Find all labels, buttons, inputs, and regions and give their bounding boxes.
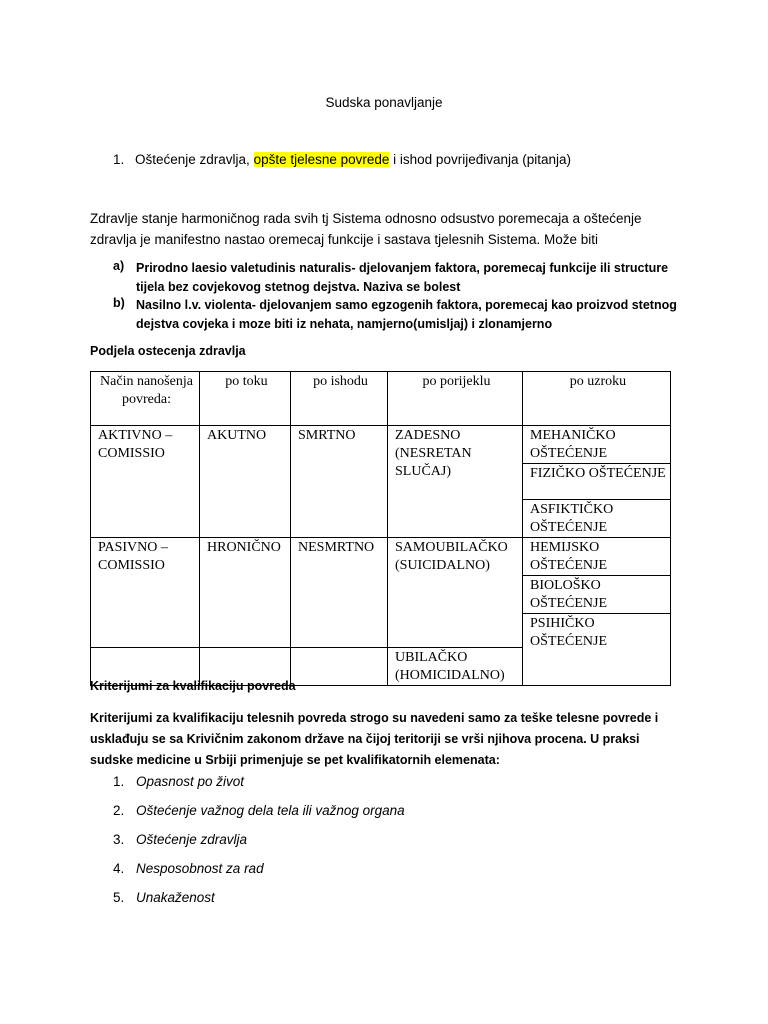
header-nacin: Način nanošenja povreda: xyxy=(91,372,200,426)
cell-pasivno: PASIVNO – COMISSIO xyxy=(91,538,200,648)
list-item-number: 5. xyxy=(113,890,125,905)
list-item xyxy=(113,774,244,789)
cell-ubilacko: UBILAČKO (HOMICIDALNO) xyxy=(388,648,523,686)
list-item-text: Opasnost po život xyxy=(136,774,245,789)
header-po-porijeklu: po porijeklu xyxy=(388,372,523,426)
table-row xyxy=(91,538,671,576)
section-heading xyxy=(113,152,571,167)
table-title: Podjela ostecenja zdravlja xyxy=(90,344,246,358)
list-item xyxy=(113,861,264,876)
table-row xyxy=(91,426,671,464)
table-header-row xyxy=(91,372,671,426)
highlighted-text: opšte tjelesne povrede xyxy=(253,152,390,167)
cell-aktivno: AKTIVNO – COMISSIO xyxy=(91,426,200,538)
list-item-number: 1. xyxy=(113,774,125,789)
section-number: 1. xyxy=(113,152,125,167)
cell-samoubilacko: SAMOUBILAČKO (SUICIDALNO) xyxy=(388,538,523,648)
bullet-letter-b: b) xyxy=(113,296,125,310)
list-item xyxy=(113,832,247,847)
classification-table xyxy=(90,371,671,686)
cell-uzrok: ASFIKTIČKO OŠTEĆENJE xyxy=(523,500,671,538)
cell-uzrok: FIZIČKO OŠTEĆENJE xyxy=(523,464,671,500)
cell-uzrok: PSIHIČKO OŠTEĆENJE xyxy=(523,614,671,686)
list-item-text: Unakaženost xyxy=(136,890,215,905)
criteria-paragraph: Kriterijumi za kvalifikaciju telesnih povreda strogo su navedeni samo za teške telesne povrede i usklađuju se sa Krivičnim zakonom države na čijoj teritoriji se vrši njihova procena. U praksi sudske medicine u Srbiji primenjuje se pet kvalifikatornih elemenata: xyxy=(90,711,659,767)
list-item-number: 3. xyxy=(113,832,125,847)
section-text-start: Oštećenje zdravlja, xyxy=(135,152,254,167)
header-po-toku: po toku xyxy=(200,372,291,426)
cell-zadesno: ZADESNO (NESRETAN SLUČAJ) xyxy=(388,426,523,538)
cell-empty xyxy=(291,648,388,686)
bullet-letter-a: a) xyxy=(113,259,125,273)
list-item-text: Oštećenje zdravlja xyxy=(136,832,248,847)
cell-uzrok: BIOLOŠKO OŠTEĆENJE xyxy=(523,576,671,614)
list-item xyxy=(113,803,405,818)
list-item-number: 4. xyxy=(113,861,125,876)
cell-nesmrtno: NESMRTNO xyxy=(291,538,388,648)
intro-paragraph: Zdravlje stanje harmoničnog rada svih tj Sistema odnosno odsustvo poremecaja a oštećenje zdravlja je manifestno nastao oremecaj funkcije i sastava tjelesnih Sistema. Može biti xyxy=(90,211,642,247)
bullet-text-a: Prirodno laesio valetudinis naturalis- djelovanjem faktora, poremecaj funkcije ili structure tijela bez covjekovog stetnog dejstva. Naziva se bolest xyxy=(136,261,669,294)
cell-uzrok: HEMIJSKO OŠTEĆENJE xyxy=(523,538,671,576)
document-title: Sudska ponavljanje xyxy=(325,95,443,110)
list-item xyxy=(113,890,215,905)
bullet-text-b: Nasilno l.v. violenta- djelovanjem samo egzogenih faktora, poremecaj kao proizvod stetnog dejstva covjeka i moze biti iz nehata, namjerno(umisljaj) i zlonamjerno xyxy=(136,298,677,331)
list-item-text: Oštećenje važnog dela tela ili važnog organa xyxy=(136,803,405,818)
criteria-heading: Kriterijumi za kvalifikaciju povreda xyxy=(90,679,296,693)
header-po-ishodu: po ishodu xyxy=(291,372,388,426)
cell-uzrok: MEHANIČKO OŠTEĆENJE xyxy=(523,426,671,464)
cell-smrtno: SMRTNO xyxy=(291,426,388,538)
header-po-uzroku: po uzroku xyxy=(523,372,671,426)
section-text-end: i ishod povrijeđivanja (pitanja) xyxy=(389,152,572,167)
list-item-text: Nesposobnost za rad xyxy=(136,861,264,876)
list-item-number: 2. xyxy=(113,803,125,818)
cell-akutno: AKUTNO xyxy=(200,426,291,538)
cell-hronicno: HRONIČNO xyxy=(200,538,291,648)
